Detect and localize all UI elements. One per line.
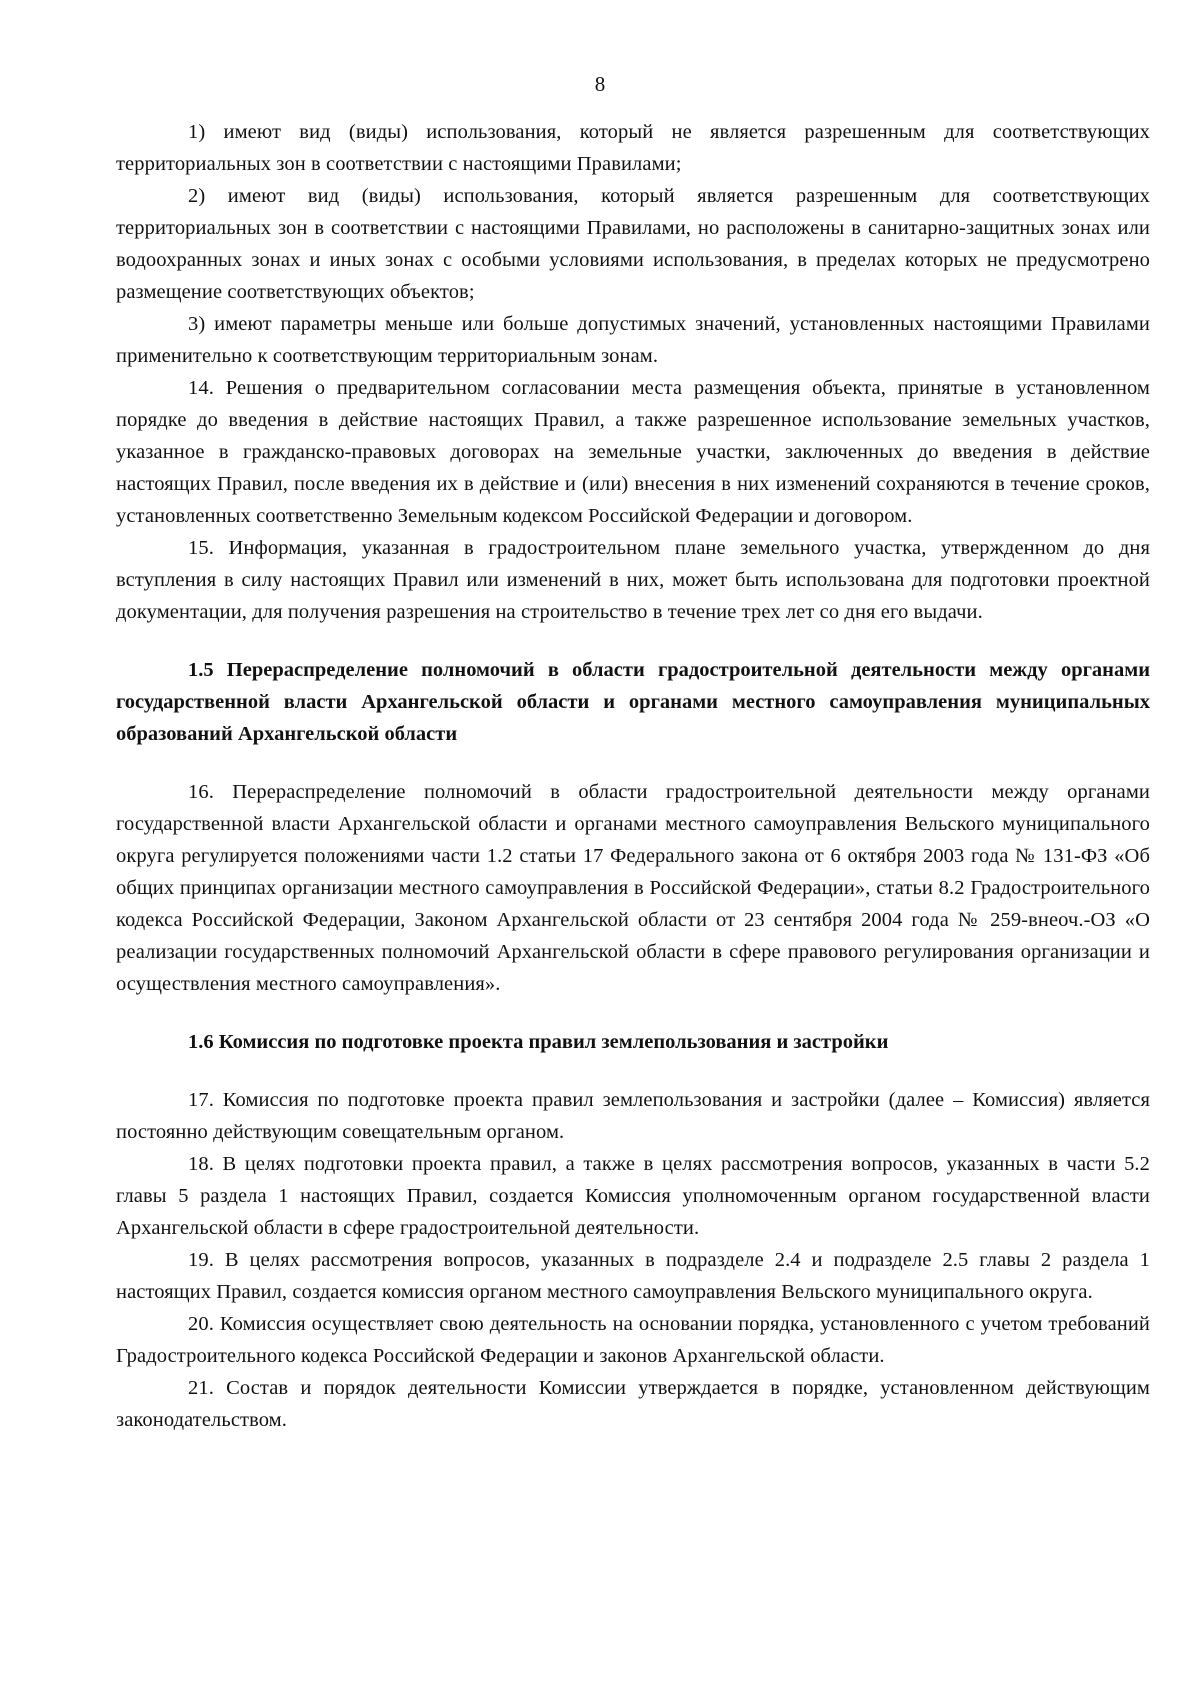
paragraph-15: 15. Информация, указанная в градостроительном плане земельного участка, утвержденном до дня вступления в силу настоящих Правил или изменений в них, может быть использована для подготовки проектной документации, для получения разрешения на строительство в течение трех лет со дня его выдачи. [116,537,1150,623]
paragraph-18: 18. В целях подготовки проекта правил, а также в целях рассмотрения вопросов, указанных в части 5.2 главы 5 раздела 1 настоящих Правил, создается Комиссия уполномоченным органом государственной власти Архангельской области в сфере градостроительной деятельности. [116,1153,1150,1239]
paragraph-item-2: 2) имеют вид (виды) использования, который является разрешенным для соответствующих территориальных зон в соответствии с настоящими Правилами, но расположены в санитарно-защитных зонах или водоохранных зонах и иных зонах с особыми условиями использования, в пределах которых не предусмотрено размещение соответствующих объектов; [116,185,1150,303]
paragraph-14: 14. Решения о предварительном согласовании места размещения объекта, принятые в установленном порядке до введения в действие настоящих Правил, а также разрешенное использование земельных участков, указанное в гражданско-правовых договорах на земельные участки, заключенных до введения в действие настоящих Правил, после введения их в действие и (или) внесения в них изменений сохраняются в течение сроков, установленных соответственно Земельным кодексом Российской Федерации и договором. [116,377,1150,527]
paragraph-20: 20. Комиссия осуществляет свою деятельность на основании порядка, установленного с учетом требований Градостроительного кодекса Российской Федерации и законов Архангельской области. [116,1313,1150,1367]
page-content [116,116,1150,1436]
paragraph-16: 16. Перераспределение полномочий в области градостроительной деятельности между органами государственной власти Архангельской области и органами местного самоуправления Вельского муниципального округа регулируется положениями части 1.2 статьи 17 Федерального закона от 6 октября 2003 года № 131-ФЗ «Об общих принципах организации местного самоуправления в Российской Федерации», статьи 8.2 Градостроительного кодекса Российской Федерации, Законом Архангельской области от 23 сентября 2004 года № 259-внеоч.-ОЗ «О реализации государственных полномочий Архангельской области в сфере правового регулирования организации и осуществления местного самоуправления». [116,781,1150,995]
paragraph-21: 21. Состав и порядок деятельности Комиссии утверждается в порядке, установленном действующим законодательством. [116,1377,1150,1431]
paragraph-item-3: 3) имеют параметры меньше или больше допустимых значений, установленных настоящими Правилами применительно к соответствующим территориальным зонам. [116,313,1150,367]
paragraph-item-1: 1) имеют вид (виды) использования, который не является разрешенным для соответствующих территориальных зон в соответствии с настоящими Правилами; [116,121,1150,175]
paragraph-17: 17. Комиссия по подготовке проекта правил землепользования и застройки (далее – Комиссия) является постоянно действующим совещательным органом. [116,1089,1150,1143]
paragraph-19: 19. В целях рассмотрения вопросов, указанных в подразделе 2.4 и подразделе 2.5 главы 2 раздела 1 настоящих Правил, создается комиссия органом местного самоуправления Вельского муниципального округа. [116,1249,1150,1303]
page-number: 8 [594,72,606,96]
section-heading-1-6: 1.6 Комиссия по подготовке проекта правил землепользования и застройки [188,1031,889,1053]
section-heading-1-5: 1.5 Перераспределение полномочий в области градостроительной деятельности между органами государственной власти Архангельской области и органами местного самоуправления муниципальных образований Архангельской области [116,659,1150,745]
